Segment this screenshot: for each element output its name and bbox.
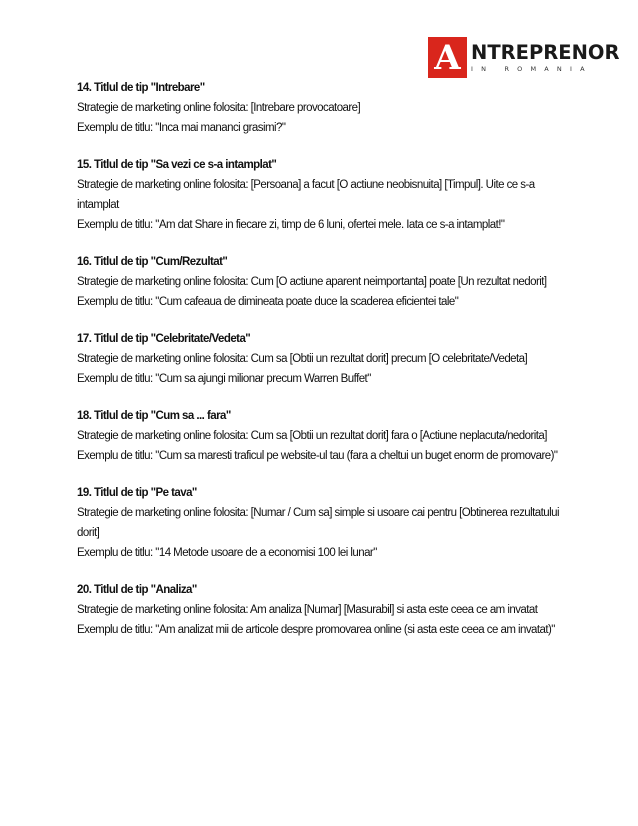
strategy-line: Strategie de marketing online folosita: [Numar / Cum sa] simple si usoare cai pentru [Obtinerea rezultatului dorit] (77, 507, 559, 539)
section-heading: 18. Titlul de tip "Cum sa ... fara" (77, 410, 231, 422)
section (77, 155, 577, 235)
example-line: Exemplu de titlu: "Cum sa ajungi milionar precum Warren Buffet" (77, 373, 371, 385)
example-line: Exemplu de titlu: "Am analizat mii de articole despre promovarea online (si asta este ceea ce am invatat)" (77, 624, 555, 636)
strategy-line: Strategie de marketing online folosita: Cum sa [Obtii un rezultat dorit] fara o [Actiune neplacuta/nedorita] (77, 430, 547, 442)
section-heading: 15. Titlul de tip "Sa vezi ce s-a intamplat" (77, 159, 277, 171)
logo-main-text: NTREPRENOR (471, 40, 620, 64)
strategy-line: Strategie de marketing online folosita: Cum [O actiune aparent neimportanta] poate [Un rezultat nedorit] (77, 276, 547, 288)
strategy-line: Strategie de marketing online folosita: Cum sa [Obtii un rezultat dorit] precum [O celebritate/Vedeta] (77, 353, 528, 365)
strategy-line: Strategie de marketing online folosita: [Persoana] a facut [O actiune neobisnuita] [Timpul]. Uite ce s-a intamplat (77, 179, 535, 211)
document-content (77, 78, 577, 657)
section (77, 483, 577, 563)
section (77, 252, 577, 312)
example-line: Exemplu de titlu: "Am dat Share in fiecare zi, timp de 6 luni, ofertei mele. Iata ce s-a intamplat!" (77, 219, 505, 231)
example-line: Exemplu de titlu: "Inca mai mananci grasimi?" (77, 122, 286, 134)
logo-text (471, 40, 620, 73)
section-heading: 14. Titlul de tip "Intrebare" (77, 82, 205, 94)
section (77, 406, 577, 466)
logo (428, 37, 620, 78)
strategy-line: Strategie de marketing online folosita: [Intrebare provocatoare] (77, 102, 361, 114)
section (77, 78, 577, 138)
example-line: Exemplu de titlu: "Cum sa maresti traficul pe website-ul tau (fara a cheltui un buget enorm de promovare)" (77, 450, 558, 462)
example-line: Exemplu de titlu: "Cum cafeaua de dimineata poate duce la scaderea eficientei tale" (77, 296, 459, 308)
logo-sub-text: IN ROMANIA (471, 64, 593, 73)
strategy-line: Strategie de marketing online folosita: Am analiza [Numar] [Masurabil] si asta este ceea ce am invatat (77, 604, 538, 616)
logo-letter-box (428, 37, 467, 78)
section (77, 329, 577, 389)
logo-letter: A (434, 37, 461, 78)
section (77, 580, 577, 640)
section-heading: 19. Titlul de tip "Pe tava" (77, 487, 197, 499)
section-heading: 16. Titlul de tip "Cum/Rezultat" (77, 256, 228, 268)
section-heading: 17. Titlul de tip "Celebritate/Vedeta" (77, 333, 251, 345)
example-line: Exemplu de titlu: "14 Metode usoare de a economisi 100 lei lunar" (77, 547, 377, 559)
section-heading: 20. Titlul de tip "Analiza" (77, 584, 197, 596)
